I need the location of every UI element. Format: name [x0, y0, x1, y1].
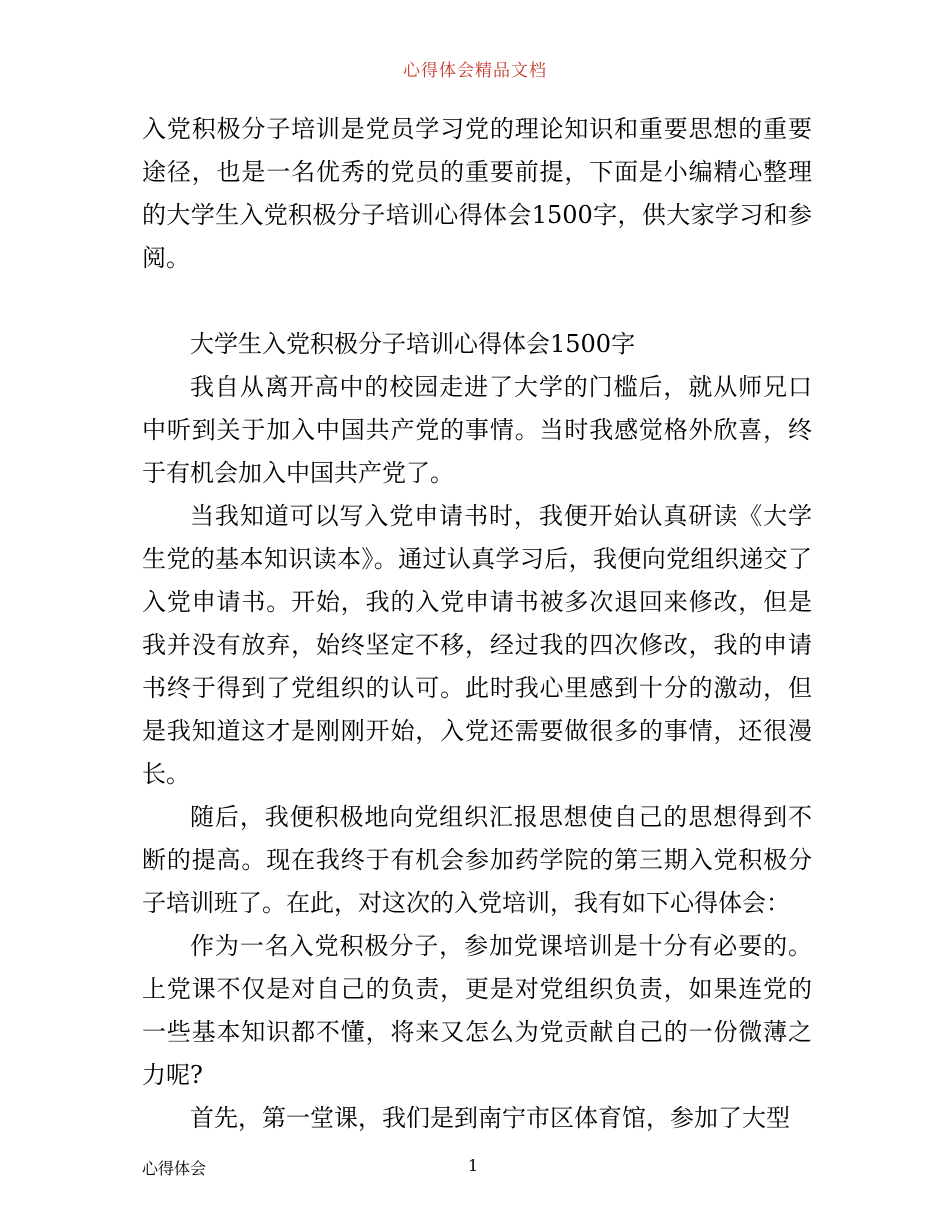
intro-paragraph: 入党积极分子培训是党员学习党的理论知识和重要思想的重要途径，也是一名优秀的党员的重要前提，下面是小编精心整理的大学生入党积极分子培训心得体会1500字，供大家学习和参阅。: [142, 115, 812, 272]
body-paragraph-5: 首先，第一堂课，我们是到南宁市区体育馆，参加了大型: [190, 1104, 790, 1132]
document-body: [142, 108, 812, 1140]
article-title: 大学生入党积极分子培训心得体会1500字: [190, 330, 636, 358]
body-paragraph-1: 我自从离开高中的校园走进了大学的门槛后，就从师兄口中听到关于加入中国共产党的事情。当时我感觉格外欣喜，终于有机会加入中国共产党了。: [142, 373, 812, 487]
footer-label: 心得体会: [142, 1159, 207, 1178]
paragraph-spacer: [142, 280, 812, 323]
body-paragraph-2: 当我知道可以写入党申请书时，我便开始认真研读《大学生党的基本知识读本》。通过认真学习后，我便向党组织递交了入党申请书。开始，我的入党申请书被多次退回来修改，但是我并没有放弃，始终坚定不移，经过我的四次修改，我的申请书终于得到了党组织的认可。此时我心里感到十分的激动，但是我知道这才是刚刚开始，入党还需要做很多的事情，还很漫长。: [142, 502, 812, 788]
page-number: 1: [468, 1156, 479, 1175]
body-paragraph-3: 随后，我便积极地向党组织汇报思想使自己的思想得到不断的提高。现在我终于有机会参加药学院的第三期入党积极分子培训班了。在此，对这次的入党培训，我有如下心得体会：: [142, 803, 812, 917]
document-header-title: 心得体会精品文档: [403, 61, 547, 81]
body-paragraph-4: 作为一名入党积极分子，参加党课培训是十分有必要的。上党课不仅是对自己的负责，更是对党组织负责，如果连党的一些基本知识都不懂，将来又怎么为党贡献自己的一份微薄之力呢?: [142, 932, 812, 1089]
